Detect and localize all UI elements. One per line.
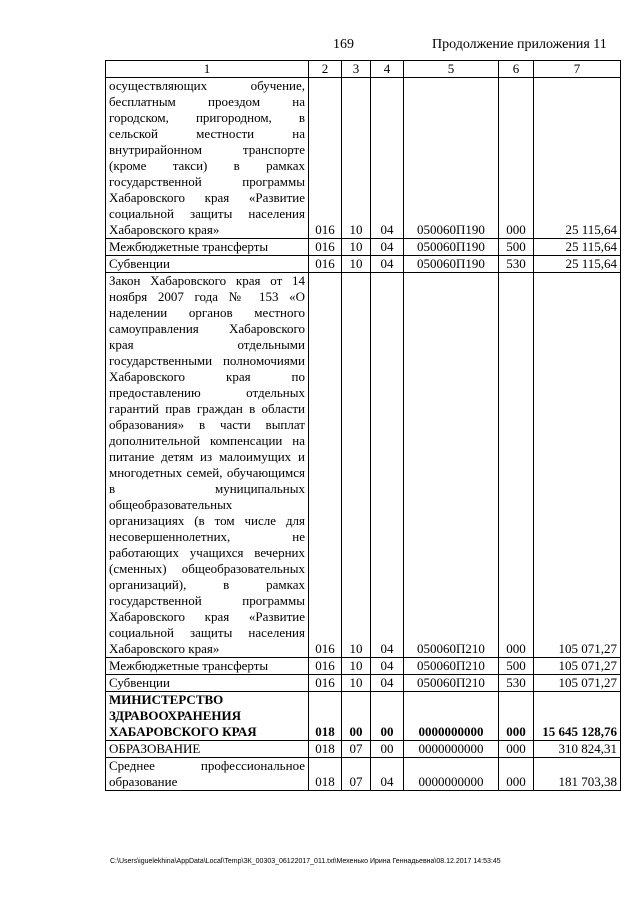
target-article-code: 050060П190 bbox=[404, 239, 499, 256]
expense-type-code: 500 bbox=[499, 658, 534, 675]
subsection-code: 00 bbox=[371, 741, 404, 758]
section-code: 07 bbox=[342, 758, 371, 791]
admin-code: 016 bbox=[309, 273, 342, 658]
column-number: 1 bbox=[106, 61, 309, 78]
expense-type-code: 000 bbox=[499, 78, 534, 239]
admin-code: 016 bbox=[309, 256, 342, 273]
column-number: 6 bbox=[499, 61, 534, 78]
admin-code: 016 bbox=[309, 239, 342, 256]
subsection-code: 04 bbox=[371, 273, 404, 658]
row-name: Субвенции bbox=[106, 675, 309, 692]
table-row bbox=[106, 675, 621, 692]
row-name: Межбюджетные трансферты bbox=[106, 239, 309, 256]
amount: 105 071,27 bbox=[534, 273, 621, 658]
section-code: 10 bbox=[342, 658, 371, 675]
row-name: Субвенции bbox=[106, 256, 309, 273]
admin-code: 018 bbox=[309, 692, 342, 741]
target-article-code: 050060П210 bbox=[404, 273, 499, 658]
target-article-code: 050060П190 bbox=[404, 78, 499, 239]
table-row bbox=[106, 273, 621, 658]
expense-type-code: 530 bbox=[499, 256, 534, 273]
amount: 105 071,27 bbox=[534, 658, 621, 675]
table-row bbox=[106, 692, 621, 741]
amount: 105 071,27 bbox=[534, 675, 621, 692]
section-code: 07 bbox=[342, 741, 371, 758]
target-article-code: 0000000000 bbox=[404, 758, 499, 791]
column-number-row bbox=[106, 61, 621, 78]
expense-type-code: 000 bbox=[499, 273, 534, 658]
row-name: ОБРАЗОВАНИЕ bbox=[106, 741, 309, 758]
section-code: 10 bbox=[342, 239, 371, 256]
table-row bbox=[106, 658, 621, 675]
amount: 181 703,38 bbox=[534, 758, 621, 791]
section-code: 10 bbox=[342, 273, 371, 658]
subsection-code: 04 bbox=[371, 239, 404, 256]
admin-code: 016 bbox=[309, 658, 342, 675]
budget-table bbox=[105, 60, 621, 791]
subsection-code: 00 bbox=[371, 692, 404, 741]
row-name: Межбюджетные трансферты bbox=[106, 658, 309, 675]
subsection-code: 04 bbox=[371, 675, 404, 692]
amount: 25 115,64 bbox=[534, 78, 621, 239]
page-number: 169 bbox=[333, 37, 354, 52]
section-code: 00 bbox=[342, 692, 371, 741]
row-name: Среднее профессиональное образование bbox=[106, 758, 309, 791]
subsection-code: 04 bbox=[371, 658, 404, 675]
row-name: МИНИСТЕРСТВО ЗДРАВООХРАНЕНИЯ ХАБАРОВСКОГО КРАЯ bbox=[106, 692, 309, 741]
target-article-code: 0000000000 bbox=[404, 741, 499, 758]
table-row bbox=[106, 78, 621, 239]
row-name: осуществляющих обучение, бесплатным проездом на городском, пригородном, в сельской местности на внутрирайонном транспорте (кроме такси) в рамках государственной программы Хабаровского края «Развитие социальной защиты населения Хабаровского края» bbox=[106, 78, 309, 239]
column-number: 4 bbox=[371, 61, 404, 78]
table-row bbox=[106, 239, 621, 256]
subsection-code: 04 bbox=[371, 256, 404, 273]
admin-code: 016 bbox=[309, 675, 342, 692]
subsection-code: 04 bbox=[371, 758, 404, 791]
target-article-code: 0000000000 bbox=[404, 692, 499, 741]
admin-code: 016 bbox=[309, 78, 342, 239]
target-article-code: 050060П210 bbox=[404, 658, 499, 675]
target-article-code: 050060П210 bbox=[404, 675, 499, 692]
column-number: 7 bbox=[534, 61, 621, 78]
row-name: Закон Хабаровского края от 14 ноября 2007 года № 153 «О наделении органов местного самоуправления Хабаровского края отдельными государственными полномочиями Хабаровского края по предоставлению отдельных гарантий прав граждан в области образования» в части выплат дополнительной компенсации на питание детям из малоимущих и многодетных семей, обучающимся в муниципальных общеобразовательных организациях (в том числе для несовершеннолетних, не работающих учащихся вечерних (сменных) общеобразовательных организаций), в рамках государственной программы Хабаровского края «Развитие социальной защиты населения Хабаровского края» bbox=[106, 273, 309, 658]
column-number: 2 bbox=[309, 61, 342, 78]
expense-type-code: 500 bbox=[499, 239, 534, 256]
table-row bbox=[106, 758, 621, 791]
appendix-continuation: Продолжение приложения 11 bbox=[432, 37, 607, 52]
section-code: 10 bbox=[342, 256, 371, 273]
admin-code: 018 bbox=[309, 741, 342, 758]
amount: 25 115,64 bbox=[534, 256, 621, 273]
expense-type-code: 530 bbox=[499, 675, 534, 692]
subsection-code: 04 bbox=[371, 78, 404, 239]
amount: 15 645 128,76 bbox=[534, 692, 621, 741]
admin-code: 018 bbox=[309, 758, 342, 791]
column-number: 5 bbox=[404, 61, 499, 78]
file-path-footer: C:\Users\iguelekhina\AppData\Local\Temp\ЗК_00303_06122017_011.txt\Мехенько Ирина Геннадьевна\08.12.2017 14:53:45 bbox=[110, 858, 501, 865]
table-row bbox=[106, 256, 621, 273]
section-code: 10 bbox=[342, 675, 371, 692]
amount: 310 824,31 bbox=[534, 741, 621, 758]
target-article-code: 050060П190 bbox=[404, 256, 499, 273]
section-code: 10 bbox=[342, 78, 371, 239]
table-row bbox=[106, 741, 621, 758]
expense-type-code: 000 bbox=[499, 741, 534, 758]
column-number: 3 bbox=[342, 61, 371, 78]
amount: 25 115,64 bbox=[534, 239, 621, 256]
expense-type-code: 000 bbox=[499, 692, 534, 741]
expense-type-code: 000 bbox=[499, 758, 534, 791]
